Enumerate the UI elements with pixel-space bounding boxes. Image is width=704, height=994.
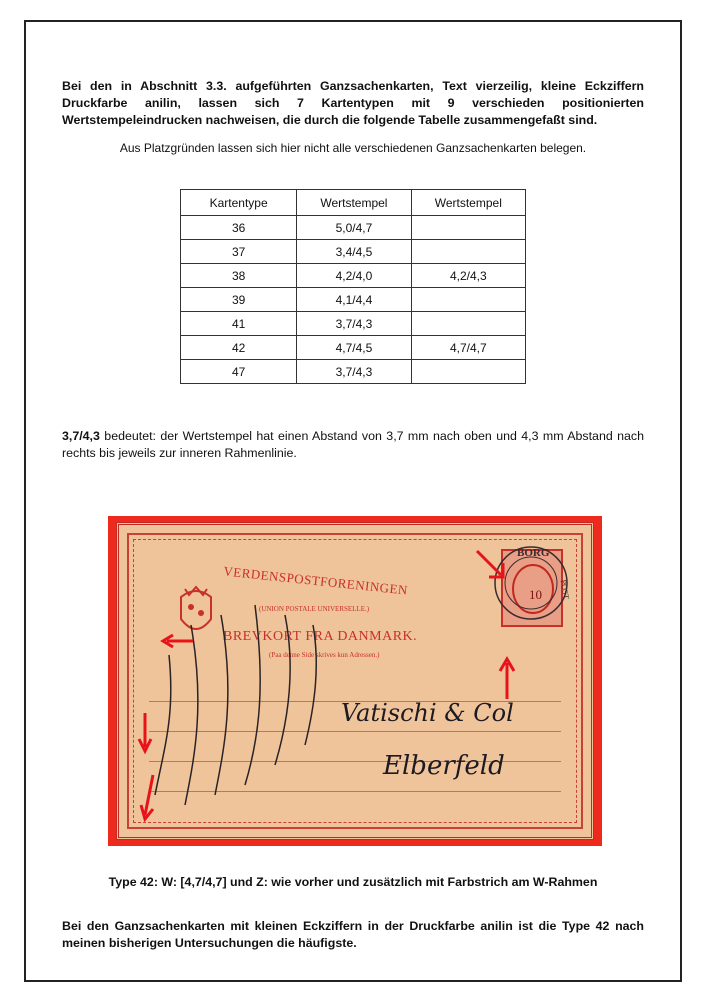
cell-wertstempel-1: 4,2/4,0 — [297, 264, 411, 288]
kartentype-table — [180, 189, 526, 384]
postcard-header: VERDENSPOSTFORENINGEN — [222, 563, 409, 598]
postcard-subheader: (UNION POSTALE UNIVERSELLE.) — [259, 605, 370, 613]
postcard-image — [108, 516, 602, 846]
col-header-wertstempel-1: Wertstempel — [297, 190, 411, 216]
red-arrow-up-icon — [497, 655, 517, 701]
image-caption: Type 42: W: [4,7/4,7] und Z: wie vorher und zusätzlich mit Farbstrich am W-Rahmen — [108, 875, 598, 889]
table-row — [181, 216, 526, 240]
explanation-code: 3,7/4,3 — [62, 429, 100, 443]
cell-kartentype: 42 — [181, 336, 297, 360]
col-header-kartentype: Kartentype — [181, 190, 297, 216]
handwriting-scribbles-icon — [145, 595, 335, 825]
red-arrow-down-icon-2 — [139, 773, 159, 823]
table-row — [181, 240, 526, 264]
table-row — [181, 336, 526, 360]
postcard-paper — [116, 522, 594, 840]
intro-paragraph: Bei den in Abschnitt 3.3. aufgeführten Ganzsachenkarten, Text vierzeilig, kleine Eckziffern Druckfarbe anilin, lassen sich 7 Kartentypen mit 9 verschieden positionierten Wertstempeleindrucken nachweisen, die durch die folgende Tabelle zusammengefaßt sind. — [62, 79, 644, 127]
conclusion-paragraph: Bei den Ganzsachenkarten mit kleinen Eckziffern in der Druckfarbe anilin ist die Type 42 nach meinen bisherigen Untersuchungen die häufigste. — [62, 919, 644, 950]
table-header-row — [181, 190, 526, 216]
table-row — [181, 360, 526, 384]
stamp-value: 10 — [529, 587, 542, 602]
cell-wertstempel-1: 3,4/4,5 — [297, 240, 411, 264]
red-arrow-left-icon — [159, 633, 195, 649]
cell-wertstempel-1: 3,7/4,3 — [297, 360, 411, 384]
explanation-text: bedeutet: der Wertstempel hat einen Abstand von 3,7 mm nach oben und 4,3 mm Abstand nach rechts bis jeweils zur inneren Rahmenlinie. — [62, 429, 644, 460]
red-arrow-diagonal-icon — [473, 547, 509, 583]
postmark-town: BORG — [517, 547, 550, 559]
handwriting-city: Elberfeld — [383, 751, 505, 781]
cell-kartentype: 38 — [181, 264, 297, 288]
cell-wertstempel-1: 3,7/4,3 — [297, 312, 411, 336]
cell-wertstempel-2: 4,2/4,3 — [411, 264, 525, 288]
cell-kartentype: 36 — [181, 216, 297, 240]
cell-wertstempel-1: 4,7/4,5 — [297, 336, 411, 360]
table-row — [181, 312, 526, 336]
cell-wertstempel-1: 5,0/4,7 — [297, 216, 411, 240]
cell-wertstempel-2 — [411, 360, 525, 384]
postcard-title: BREVKORT FRA DANMARK. — [223, 629, 418, 644]
cell-wertstempel-2: 4,7/4,7 — [411, 336, 525, 360]
col-header-wertstempel-2: Wertstempel — [411, 190, 525, 216]
red-arrow-down-icon — [137, 711, 153, 755]
cell-wertstempel-2 — [411, 312, 525, 336]
table-row — [181, 264, 526, 288]
handwriting-recipient: Vatischi & Col — [341, 699, 514, 727]
cell-kartentype: 47 — [181, 360, 297, 384]
table-row — [181, 288, 526, 312]
cell-kartentype: 39 — [181, 288, 297, 312]
cell-kartentype: 41 — [181, 312, 297, 336]
cell-wertstempel-2 — [411, 216, 525, 240]
postcard-address-note: (Paa denne Side skrives kun Adressen.) — [269, 651, 380, 659]
cell-wertstempel-2 — [411, 240, 525, 264]
cell-wertstempel-2 — [411, 288, 525, 312]
postmark-extra: POST — [558, 579, 571, 600]
cell-kartentype: 37 — [181, 240, 297, 264]
album-page — [24, 20, 682, 982]
explanation-paragraph — [62, 428, 644, 462]
cell-wertstempel-1: 4,1/4,4 — [297, 288, 411, 312]
intro-note: Aus Platzgründen lassen sich hier nicht alle verschiedenen Ganzsachenkarten belegen. — [119, 141, 587, 155]
